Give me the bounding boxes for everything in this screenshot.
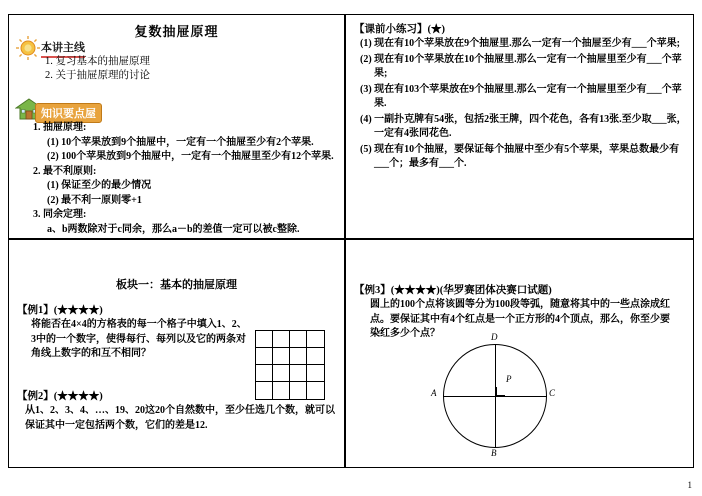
page-title: 复数抽屉原理 [134, 24, 219, 39]
knowledge-item: (1) 10个苹果放到9个抽屉中，一定有一个抽屉至少有2个苹果. [47, 136, 314, 148]
badge-knowledge-points [35, 103, 102, 123]
vertical-diameter [495, 344, 496, 448]
warmup-item: (2) 现在有10个苹果放在10个抽屉里.那么一定有一个抽屉里至少有___个苹果; [360, 53, 682, 79]
knowledge-item: 3. 同余定理: [33, 209, 87, 220]
example3-body: 圆上的100个点将该圆等分为100段等弧，随意将其中的一些点涂成红点。要保证其中有4个红点是一个正方形的4个顶点，那么，你至少要染红多少个点？ [370, 299, 670, 339]
example2-body: 从1、2、3、4、…、19、20这20个自然数中，至少任选几个数，就可以保证其中一定包括两个数，它们的差是12. [25, 405, 335, 431]
knowledge-item: 2. 最不利原则: [33, 165, 97, 177]
panel-warmup-exercises [345, 14, 694, 239]
knowledge-content-list [25, 121, 337, 237]
warmup-item: (3) 现在有103个苹果放在9个抽屉里.那么一定有一个抽屉里至少有___个苹果. [360, 83, 682, 109]
warmup-item: (4) 一副扑克牌有54张，包括2张王牌，四个花色，各有13张.至少取___张，一定有4张同花色. [360, 113, 687, 139]
example2-heading: 【例2】(★★★★) [17, 391, 103, 402]
warmup-item: (5) 现在有10个抽屉，要保证每个抽屉中至少有5个苹果，苹果总数最少有___个；最多有___个. [360, 143, 680, 169]
lesson-outline [31, 55, 331, 83]
knowledge-item: (2) 100个苹果放到9个抽屉中，一定有一个抽屉里至少有12个苹果. [47, 151, 334, 162]
right-angle-mark [496, 387, 505, 396]
page-number: 1 [687, 480, 692, 490]
panel-section-one [8, 239, 345, 468]
figure-label-d: D [491, 332, 498, 342]
figure-label-b: B [491, 448, 497, 458]
warmup-item: (1) 现在有10个苹果放在9个抽屉里.那么一定有一个抽屉至少有___个苹果; [360, 38, 680, 49]
circle-figure [430, 332, 560, 460]
badge-lesson-mainline-label: 本讲主线 [41, 39, 85, 58]
example1-body: 将能否在4×4的方格表的每一个格子中填入1、2、3中的一个数字，使得每行、每列以及它的两条对角线上数字的和互不相同？ [31, 319, 247, 359]
figure-label-c: C [549, 388, 556, 398]
grid-4x4-figure [255, 330, 325, 400]
example1-heading: 【例1】(★★★★) [17, 305, 103, 316]
figure-label-p: P [506, 374, 512, 384]
knowledge-item: a、b两数除对于c同余，那么a－b的差值一定可以被c整除. [47, 223, 300, 235]
outline-item: 2. 关于抽屉原理的讨论 [45, 70, 150, 81]
outline-item: 1. 复习基本的抽屉原理 [45, 56, 150, 67]
knowledge-item: (1) 保证至少的最少情况 [47, 180, 152, 191]
section-title: 板块一：基本的抽屉原理 [116, 279, 237, 291]
panel-example-three [345, 239, 694, 468]
warmup-heading: 【课前小练习】(★) [354, 24, 445, 35]
warmup-list [360, 37, 690, 173]
badge-knowledge-points-label: 知识要点屋 [35, 103, 102, 123]
knowledge-item: 1. 抽屉原理: [33, 122, 87, 133]
knowledge-item: (2) 最不利一原则零+1 [47, 194, 142, 206]
panel-lesson-overview [8, 14, 345, 239]
figure-label-a: A [431, 388, 437, 398]
example3-heading: 【例3】(★★★★)(华罗赛团体决赛口试题) [354, 285, 552, 296]
